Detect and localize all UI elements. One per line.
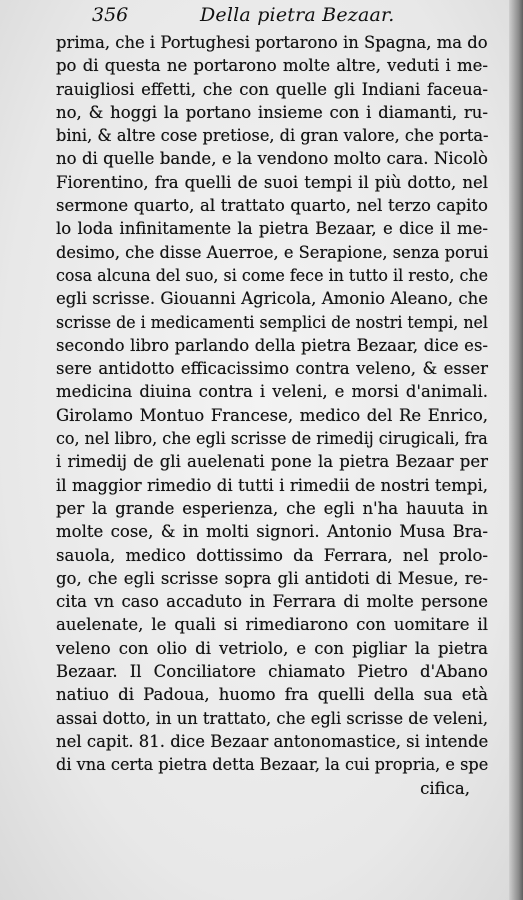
- text-line: auelenate, le quali si rimediarono con uomitare il: [56, 615, 488, 635]
- text-line: egli scrisse. Giouanni Agricola, Amonio Aleano, che: [56, 289, 488, 309]
- binding-gutter-shadow: [509, 0, 523, 900]
- page-number: 356: [92, 4, 129, 26]
- text-line: secondo libro parlando della pietra Bezaar, dice es-: [56, 335, 488, 355]
- text-line: i rimedij de gli auelenati pone la pietra Bezaar per: [56, 452, 488, 472]
- text-line: co, nel libro, che egli scrisse de rimedij cirugicali, fra: [56, 429, 488, 449]
- text-line: il maggior rimedio di tutti i rimedii de nostri tempi,: [56, 475, 488, 495]
- text-line: Fiorentino, fra quelli de suoi tempi il più dotto, nel: [56, 172, 488, 192]
- text-line: cifica,: [420, 778, 470, 798]
- text-line: nel capit. 81. dice Bezaar antonomastice, si intende: [56, 731, 489, 751]
- text-line: veleno con olio di vetriolo, e con pigliar la pietra: [56, 638, 488, 658]
- text-line: sermone quarto, al trattato quarto, nel terzo capito: [56, 196, 488, 216]
- text-line: di vna certa pietra detta Bezaar, la cui propria, e spe: [56, 755, 489, 775]
- text-line: sere antidotto efficacissimo contra veleno, & esser: [56, 359, 488, 379]
- text-line: go, che egli scrisse sopra gli antidoti di Mesue, re-: [56, 568, 488, 588]
- text-line: sauola, medico dottissimo da Ferrara, nel prolo-: [56, 545, 488, 565]
- text-line: Bezaar. Il Conciliatore chiamato Pietro d'Abano: [56, 662, 488, 682]
- text-line: desimo, che disse Auerroe, e Serapione, senza porui: [56, 242, 489, 262]
- text-line: bini, & altre cose pretiose, di gran valore, che porta-: [56, 126, 489, 146]
- text-line: natiuo di Padoua, huomo fra quelli della sua età: [56, 685, 488, 705]
- text-line: po di questa ne portarono molte altre, veduti i me-: [56, 56, 488, 76]
- body-text: [56, 31, 488, 800]
- page-header: [0, 4, 523, 30]
- text-line: cosa alcuna del suo, si come fece in tutto il resto, che: [56, 265, 489, 285]
- text-line: cita vn caso accaduto in Ferrara di molte persone: [56, 592, 488, 612]
- text-line: assai dotto, in un trattato, che egli scrisse de veleni,: [56, 708, 489, 728]
- text-line: lo loda infinitamente la pietra Bezaar, e dice il me-: [56, 219, 488, 239]
- text-line: scrisse de i medicamenti semplici de nostri tempi, nel: [56, 312, 488, 332]
- running-title: Della pietra Bezaar.: [200, 4, 395, 26]
- text-line: prima, che i Portughesi portarono in Spagna, ma do: [56, 33, 488, 52]
- text-line: no, & hoggi la portano insieme con i diamanti, ru-: [56, 102, 488, 122]
- text-line: no di quelle bande, e la vendono molto cara. Nicolò: [56, 149, 488, 169]
- text-line: rauigliosi effetti, che con quelle gli Indiani faceua-: [56, 79, 488, 99]
- text-line: medicina diuina contra i veleni, e morsi d'animali.: [56, 382, 488, 402]
- text-line: molte cose, & in molti signori. Antonio Musa Bra-: [56, 522, 488, 542]
- text-line: Girolamo Montuo Francese, medico del Re Enrico,: [56, 405, 488, 425]
- text-line: per la grande esperienza, che egli n'ha hauuta in: [56, 498, 488, 518]
